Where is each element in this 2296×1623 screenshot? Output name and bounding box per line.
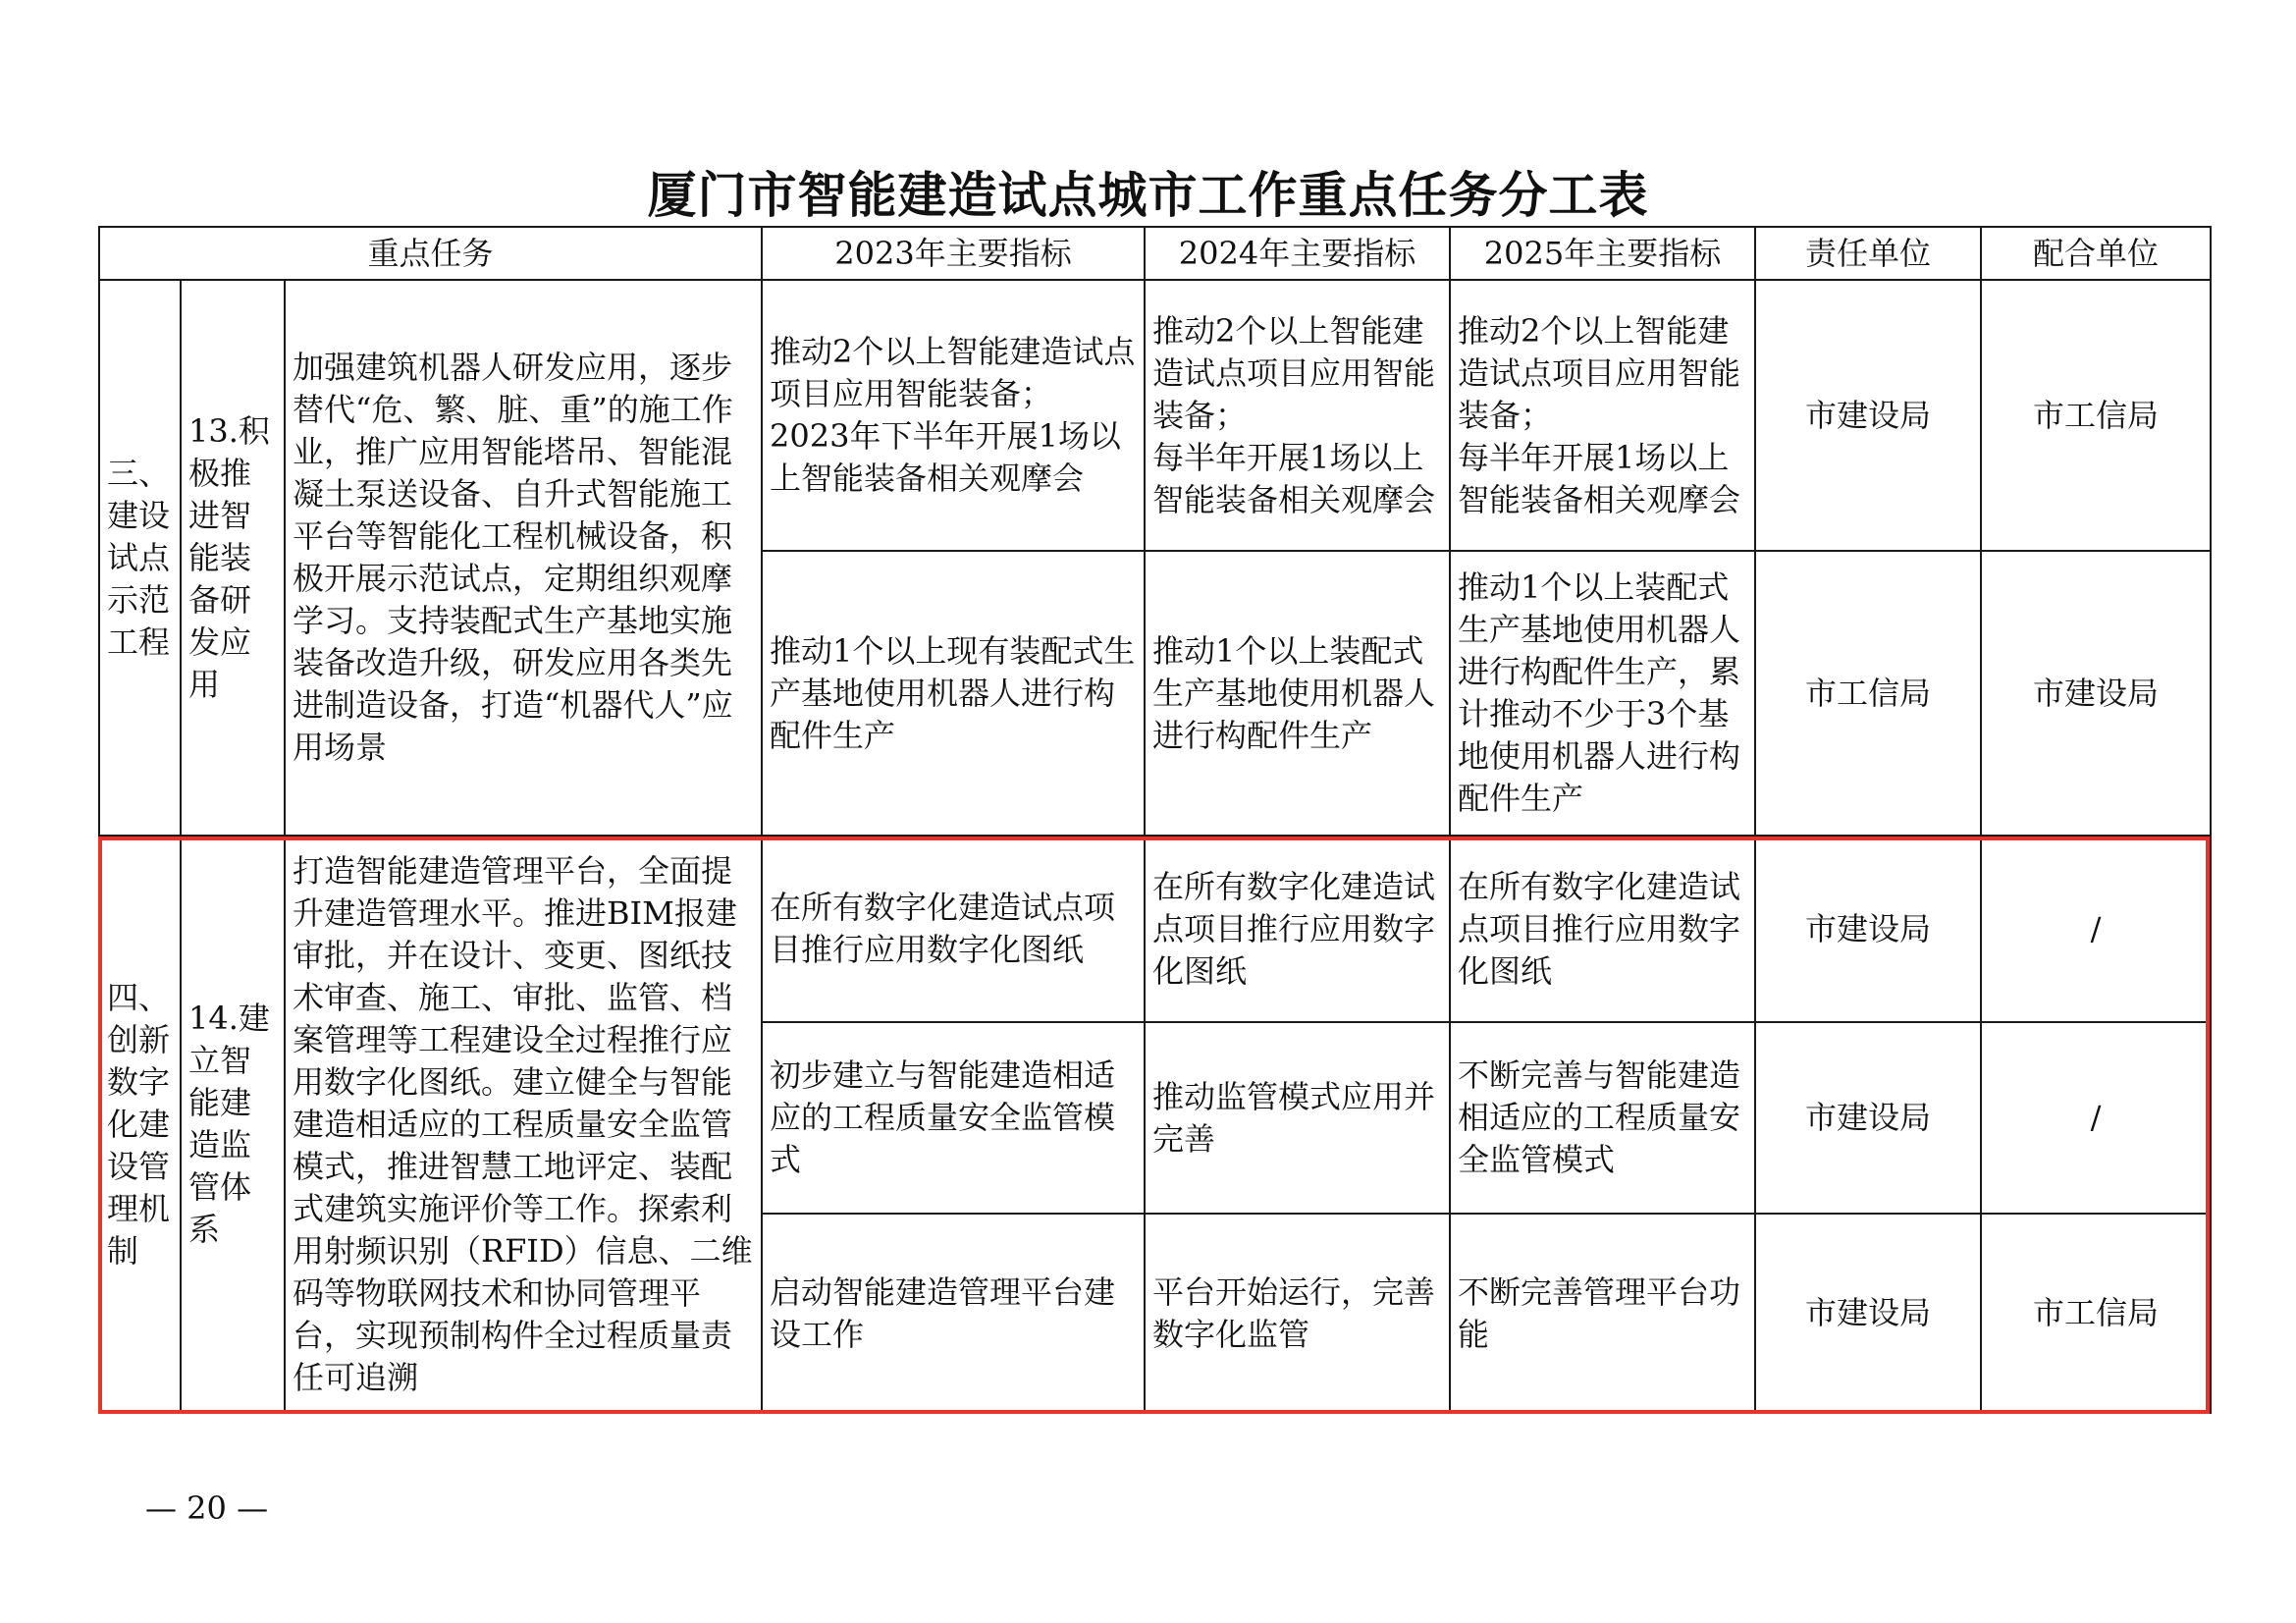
header-row — [99, 227, 2211, 280]
cooperating-unit-cell: 市工信局 — [1981, 280, 2211, 551]
header-cooperating: 配合单位 — [1981, 227, 2211, 280]
description-cell: 加强建筑机器人研发应用，逐步替代“危、繁、脏、重”的施工作业，推广应用智能塔吊、智能混凝土泵送设备、自升式智能施工平台等智能化工程机械设备，积极开展示范试点，定期组织观摩学习。支持装配式生产基地实施装备改造升级，研发应用各类先进制造设备，打造“机器代人”应用场景 — [285, 280, 762, 836]
responsible-unit-cell: 市工信局 — [1755, 551, 1981, 836]
category-cell: 三、建设试点示范工程 — [99, 280, 181, 836]
header-2025: 2025年主要指标 — [1450, 227, 1755, 280]
target-2024-cell: 平台开始运行，完善数字化监管 — [1145, 1214, 1450, 1413]
target-2024-cell: 在所有数字化建造试点项目推行应用数字化图纸 — [1145, 836, 1450, 1022]
responsible-unit-cell: 市建设局 — [1755, 1214, 1981, 1413]
cooperating-unit-cell: / — [1981, 836, 2211, 1022]
target-2025-cell: 在所有数字化建造试点项目推行应用数字化图纸 — [1450, 836, 1755, 1022]
page-number: — 20 — — [145, 1489, 269, 1527]
target-2023-cell: 推动2个以上智能建造试点项目应用智能装备； 2023年下半年开展1场以上智能装备相关观摩会 — [762, 280, 1145, 551]
cooperating-unit-cell: 市工信局 — [1981, 1214, 2211, 1413]
target-2023-cell: 初步建立与智能建造相适应的工程质量安全监管模式 — [762, 1022, 1145, 1214]
cooperating-unit-cell: 市建设局 — [1981, 551, 2211, 836]
responsible-unit-cell: 市建设局 — [1755, 280, 1981, 551]
target-2025-cell: 不断完善与智能建造相适应的工程质量安全监管模式 — [1450, 1022, 1755, 1214]
responsible-unit-cell: 市建设局 — [1755, 836, 1981, 1022]
responsible-unit-cell: 市建设局 — [1755, 1022, 1981, 1214]
target-2024-cell: 推动监管模式应用并完善 — [1145, 1022, 1450, 1214]
description-cell: 打造智能建造管理平台，全面提升建造管理水平。推进BIM报建审批，并在设计、变更、图纸技术审查、施工、审批、监管、档案管理等工程建设全过程推行应用数字化图纸。建立健全与智能建造相适应的工程质量安全监管模式，推进智慧工地评定、装配式建筑实施评价等工作。探索利用射频识别（RFID）信息、二维码等物联网技术和协同管理平台，实现预制构件全过程质量责任可追溯 — [285, 836, 762, 1413]
target-2025-cell: 推动1个以上装配式生产基地使用机器人进行构配件生产，累计推动不少于3个基地使用机器人进行构配件生产 — [1450, 551, 1755, 836]
cooperating-unit-cell: / — [1981, 1022, 2211, 1214]
header-key-task: 重点任务 — [99, 227, 762, 280]
target-2023-cell: 启动智能建造管理平台建设工作 — [762, 1214, 1145, 1413]
target-2023-cell: 在所有数字化建造试点项目推行应用数字化图纸 — [762, 836, 1145, 1022]
header-2023: 2023年主要指标 — [762, 227, 1145, 280]
target-2023-cell: 推动1个以上现有装配式生产基地使用机器人进行构配件生产 — [762, 551, 1145, 836]
target-2025-cell: 推动2个以上智能建造试点项目应用智能装备； 每半年开展1场以上智能装备相关观摩会 — [1450, 280, 1755, 551]
header-responsible: 责任单位 — [1755, 227, 1981, 280]
category-cell: 四、创新数字化建设管理机制 — [99, 836, 181, 1413]
task-table — [98, 226, 2212, 1414]
target-2024-cell: 推动1个以上装配式生产基地使用机器人进行构配件生产 — [1145, 551, 1450, 836]
target-2024-cell: 推动2个以上智能建造试点项目应用智能装备； 每半年开展1场以上智能装备相关观摩会 — [1145, 280, 1450, 551]
table-row — [99, 280, 2211, 551]
document-title: 厦门市智能建造试点城市工作重点任务分工表 — [647, 166, 1649, 224]
header-2024: 2024年主要指标 — [1145, 227, 1450, 280]
task-cell: 13.积极推进智能装备研发应用 — [181, 280, 285, 836]
table-row — [99, 836, 2211, 1022]
task-cell: 14.建立智能建造监管体系 — [181, 836, 285, 1413]
target-2025-cell: 不断完善管理平台功能 — [1450, 1214, 1755, 1413]
